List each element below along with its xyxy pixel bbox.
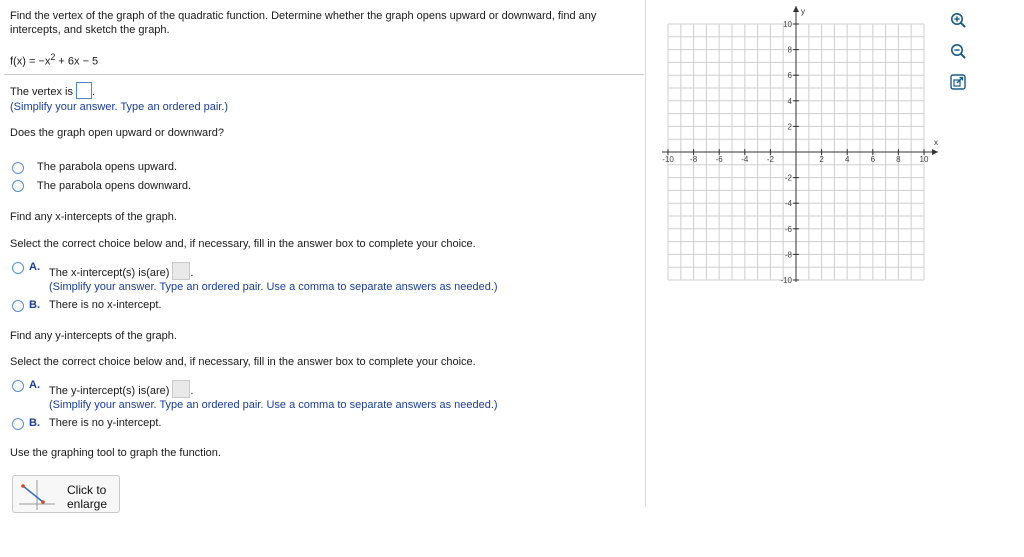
popout-icon[interactable] xyxy=(950,74,966,90)
y-intercepts-heading: Find any y-intercepts of the graph. xyxy=(10,330,177,342)
click-to-enlarge-label: Click to enlarge xyxy=(67,483,108,511)
radio-opens-upward[interactable] xyxy=(12,162,24,174)
option-opens-upward[interactable]: The parabola opens upward. xyxy=(37,161,178,173)
vertex-answer-input[interactable] xyxy=(76,82,92,99)
x-tick-label: -2 xyxy=(766,155,774,164)
x-tick-label: -10 xyxy=(662,155,674,164)
x-tick-label: -8 xyxy=(690,155,698,164)
radio-x-choice-a[interactable] xyxy=(12,262,24,274)
y-tick-label: -8 xyxy=(784,250,792,260)
zoom-in-icon[interactable] xyxy=(950,12,966,28)
y-choice-a-letter: A. xyxy=(29,379,40,391)
x-intercepts-instruction: Select the correct choice below and, if necessary, fill in the answer box to complete your choice. xyxy=(10,238,476,250)
radio-y-choice-a[interactable] xyxy=(12,380,24,392)
x-choice-b-letter: B. xyxy=(29,299,40,311)
y-choice-a-hint: (Simplify your answer. Type an ordered pair. Use a comma to separate answers as needed.) xyxy=(49,399,498,411)
y-tick-label: 2 xyxy=(787,122,792,132)
x-choice-b-text[interactable]: There is no x-intercept. xyxy=(49,299,162,311)
y-tick-label: 8 xyxy=(787,45,792,55)
option-opens-downward[interactable]: The parabola opens downward. xyxy=(37,180,192,192)
x-choice-a-letter: A. xyxy=(29,261,40,273)
function-expression: $f(x) = -x^2 + 6x - 5$ xyxy=(10,52,99,68)
x-tick-label: 4 xyxy=(844,155,850,164)
y-intercepts-instruction: Select the correct choice below and, if necessary, fill in the answer box to complete your choice. xyxy=(10,356,476,368)
x-axis-label: x xyxy=(934,138,938,147)
click-to-enlarge-button[interactable] xyxy=(12,475,120,513)
question-instruction: Find the vertex of the graph of the quadratic function. Determine whether the graph opens upward or downward, find any intercepts, and sketch the graph. xyxy=(10,10,597,36)
y-choice-b-text[interactable]: There is no y-intercept. xyxy=(49,417,162,429)
y-choice-b-letter: B. xyxy=(29,417,40,429)
x-tick-label: 8 xyxy=(896,155,901,164)
y-tick-label: -10 xyxy=(780,276,792,285)
vertex-hint: (Simplify your answer. Type an ordered pair.) xyxy=(10,101,229,113)
x-choice-a-line: The x-intercept(s) is(are) . xyxy=(49,262,193,280)
y-tick-label: -6 xyxy=(784,224,792,234)
y-choice-a-line: The y-intercept(s) is(are) . xyxy=(49,380,193,398)
graphing-instruction: Use the graphing tool to graph the function. xyxy=(10,447,221,459)
x-tick-label: 10 xyxy=(919,155,929,164)
y-axis-label: y xyxy=(801,7,805,16)
y-tick-label: 10 xyxy=(783,20,792,29)
radio-opens-downward[interactable] xyxy=(12,180,24,192)
direction-question: Does the graph open upward or downward? xyxy=(10,127,225,139)
x-axis-arrow xyxy=(932,149,938,155)
y-axis-arrow xyxy=(793,6,799,12)
section-divider xyxy=(4,74,644,75)
y-tick-label: -2 xyxy=(784,173,792,183)
vertex-line: The vertex is . xyxy=(10,82,95,99)
zoom-out-icon[interactable] xyxy=(950,43,966,59)
x-tick-label: 6 xyxy=(870,155,876,164)
x-choice-a-hint: (Simplify your answer. Type an ordered pair. Use a comma to separate answers as needed.) xyxy=(49,281,498,293)
y-tick-label: 4 xyxy=(787,96,792,106)
y-tick-label: 6 xyxy=(787,71,792,81)
radio-y-choice-b[interactable] xyxy=(12,418,24,430)
coordinate-graph[interactable] xyxy=(655,0,945,292)
x-tick-label: -4 xyxy=(741,155,749,164)
x-intercept-answer-input[interactable] xyxy=(172,262,190,280)
x-tick-label: -6 xyxy=(715,155,723,164)
x-tick-label: 2 xyxy=(819,155,824,164)
y-tick-label: -4 xyxy=(784,199,792,209)
y-intercept-answer-input[interactable] xyxy=(172,380,190,398)
radio-x-choice-b[interactable] xyxy=(12,300,24,312)
graph-thumbnail-icon xyxy=(19,480,55,510)
x-intercepts-heading: Find any x-intercepts of the graph. xyxy=(10,211,177,223)
panel-divider xyxy=(645,0,646,507)
